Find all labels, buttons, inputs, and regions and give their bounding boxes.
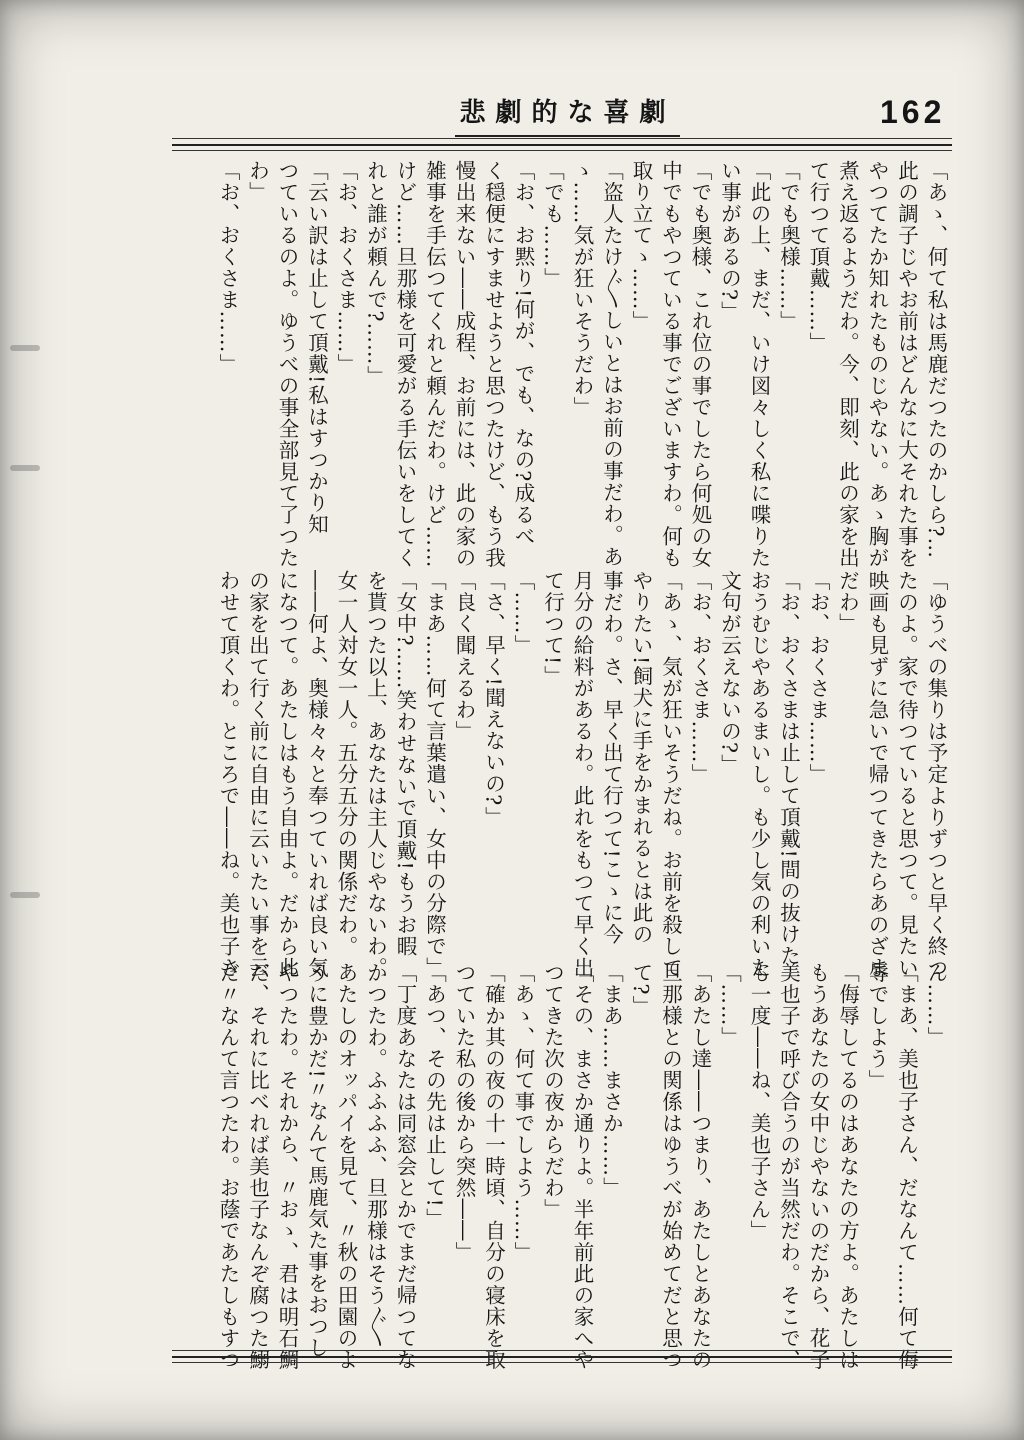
page-number: 162 (880, 94, 946, 130)
margin-smudge (10, 465, 40, 471)
text-line: 「盗人たけ〴〵しいとはお前の事だわ。あ (599, 160, 624, 568)
footer-rule (172, 1356, 952, 1358)
text-line: 「お、おくさま……」 (806, 570, 830, 785)
text-line: 中でもやつている事でございますわ。何も (658, 160, 683, 569)
text-line: 「あたし達――つまり、あたしとあなたの (688, 962, 712, 1371)
text-line: く穏便にすませようと思つたけど、もう我 (481, 160, 506, 569)
text-line: 「さ、早く!聞えないの?」 (481, 570, 506, 828)
text-line: 「あゝ、気が狂いそうだね。お前を殺して (658, 570, 683, 979)
text-line: 「お、おくさま……」 (334, 160, 358, 375)
text-line: 「……」 (511, 570, 535, 656)
text-line: つてきた次の夜からだわ」 (540, 962, 565, 1220)
text-line: て行つて!」 (540, 570, 565, 687)
text-line: あたしのオッパイを見て、〃秋の田園のよ (334, 962, 358, 1371)
text-line: 「まあ……まさか……」 (599, 962, 624, 1199)
text-line: 「でも奥様、これ位の事でしたら何処の女 (688, 160, 712, 569)
text-line: 「その、まさか通りよ。半年前此の家へや (570, 962, 594, 1371)
text-line: 美也子で呼び合うのが当然だわ。そこで、 (776, 962, 801, 1371)
text-block-lower (160, 962, 950, 1371)
text-block-middle (160, 570, 950, 979)
text-line: 文句が云えないの?」 (717, 570, 742, 776)
text-line: 「女中?……笑わせないで頂戴!もうお暇 (393, 570, 417, 957)
text-line: うに豊かだ!〃なんて馬鹿気た事をおつし (304, 962, 329, 1359)
text-line: ん……」 (924, 962, 948, 1048)
text-line: 「でも……」 (540, 160, 565, 289)
footer-rule (172, 1350, 952, 1351)
text-line: やりたい!飼犬に手をかまれるとは此の (629, 570, 653, 945)
text-line: もうあなたの女中じやないのだから、花子 (806, 962, 830, 1371)
text-line: わ」 (245, 160, 270, 203)
text-line: 「良く聞えるわ」 (452, 570, 476, 742)
running-title: 悲劇的な喜劇 (455, 92, 680, 137)
text-line: かつたわ。ふふふふ、旦那様はそう〴〵 (363, 962, 388, 1348)
text-line: になつて。あたしはもう自由よ。だから此 (275, 570, 299, 979)
text-line: 辱でしよう」 (865, 962, 889, 1091)
footer-rule (172, 1362, 952, 1363)
text-line: 「丁度あなたは同窓会とかでまだ帰つてな (393, 962, 417, 1371)
text-line: だ、それに比べれば美也子なんぞ腐つた鰯 (245, 962, 270, 1371)
text-line: 「お、お黙り!何が、でも、なの?成るべ (511, 160, 535, 547)
text-line: 「あゝ、何て私は馬鹿だつたのかしら?… (924, 160, 948, 559)
text-line: わせて頂くわ。ところで――ね。美也子さ (216, 570, 240, 979)
text-line: 「あゝ、何て事でしよう……」 (511, 962, 535, 1263)
text-line: 雑事を手伝つてくれと頼んだわ。けど…… (422, 160, 447, 569)
text-line: 此の調子じやお前はどんなに大それた事を (894, 160, 919, 569)
text-line: 「云い訳は止して頂戴!私はすつかり知 (304, 160, 329, 535)
header-rule (172, 150, 952, 151)
text-line: 「侮辱してるのはあなたの方よ。あたしは (835, 962, 860, 1371)
text-line: 月分の給料があるわ。此れをもつて早く出 (570, 570, 594, 979)
text-line: やつてたか知れたものじやない。あゝ胸が (865, 160, 889, 569)
text-line: て?」 (629, 962, 653, 1017)
text-line: れと誰が頼んで?……」 (363, 160, 388, 387)
text-line: 「お、おくさま……」 (688, 570, 712, 785)
text-line: て行つて頂戴……」 (806, 160, 830, 354)
text-line: 「此の上、まだ、いけ図々しく私に喋りた (747, 160, 771, 569)
text-line: 事だわ。さ、早く出て行つて!こゝに今 (599, 570, 624, 945)
text-line: だわ」 (835, 570, 860, 635)
text-line: 「あつ、その先は止して!」 (422, 962, 447, 1230)
text-line: 「ゆうべの集りは予定よりずつと早く終つ (924, 570, 948, 979)
text-line: やつたわ。それから、〃おゝ、君は明石鯛 (275, 962, 299, 1371)
text-block-upper (160, 160, 950, 569)
text-line: い事があるの?」 (717, 160, 742, 323)
text-line: 「まあ……何て言葉遣い、女中の分際で」 (422, 570, 447, 979)
text-line: 慢出来ない――成程、お前には、此の家の (452, 160, 476, 569)
text-line: の家を出て行く前に自由に云いたい事を云 (245, 570, 270, 979)
text-line: 映画も見ずに急いで帰つてきたらあのざま (865, 570, 889, 979)
text-line: 「……」 (717, 962, 742, 1048)
text-line: つているのよ。ゆうべの事全部見て了つた (275, 160, 299, 569)
text-line: つていた私の後から突然――」 (452, 962, 476, 1263)
text-line: 「お、おくさま……」 (216, 160, 240, 375)
text-line: たのよ。家で待つていると思つて。見たい (894, 570, 919, 979)
header-rule (172, 144, 952, 146)
text-line: おうむじやあるまいし。も少し気の利いた (747, 570, 771, 979)
text-line: 「お、おくさまは止して頂戴!間の抜けた (776, 570, 801, 967)
text-line: 旦那様との関係はゆうべが始めてだと思つ (658, 962, 683, 1371)
header-rule (172, 138, 952, 139)
margin-smudge (10, 345, 40, 351)
text-line: も一度――ね、美也子さん」 (747, 962, 771, 1242)
text-line: 煮え返るようだわ。今、即刻、此の家を出 (835, 160, 860, 569)
text-line: けど……旦那様を可愛がる手伝いをしてく (393, 160, 417, 569)
text-line: 「でも奥様……」 (776, 160, 801, 332)
text-line: 女一人対女一人。五分五分の関係だわ。 (334, 570, 358, 957)
text-line: を貰つた以上、あなたは主人じやないわ。 (363, 570, 388, 979)
text-line: 取り立てゝ……」 (629, 160, 653, 332)
text-line: ゝ……気が狂いそうだわ」 (570, 160, 594, 418)
text-line: 「まあ、美也子さん、だなんて……何て侮 (894, 962, 919, 1371)
margin-smudge (10, 892, 40, 898)
text-line: だ〃なんて言つたわ。お蔭であたしもすつ (216, 962, 240, 1371)
text-line: 「確か其の夜の十一時頃、自分の寝床を取 (481, 962, 506, 1371)
text-line: ――何よ、奥様々々と奉つていれば良い気 (304, 570, 329, 979)
